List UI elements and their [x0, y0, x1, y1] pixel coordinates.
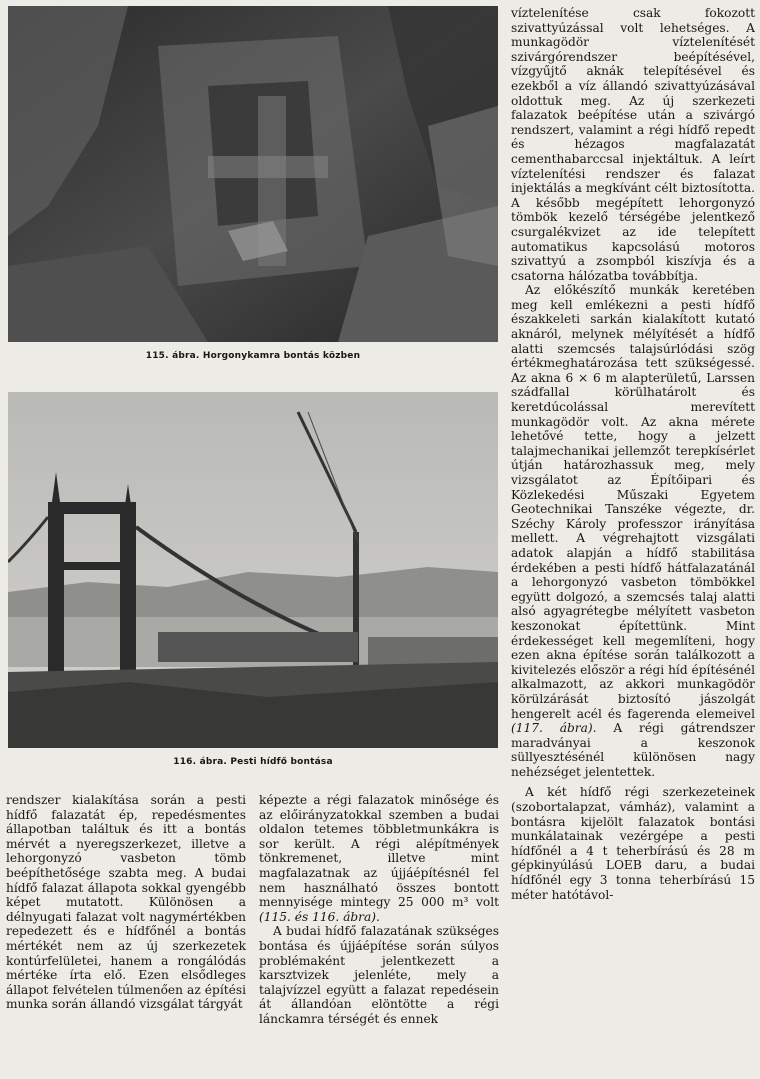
paragraph-text: .	[376, 909, 380, 924]
paragraph-text: képezte a régi falazatok minősége és az előirányzatokkal szemben a budai oldalon tetemes többletmunkákra is sor került. A régi alépítmények tönkremenet, illetve mint magfalazatnak az újjáépítésnél fel nem használható összes bontott mennyisége mintegy 25 000 m³ volt	[259, 793, 499, 910]
text-column-right	[511, 6, 755, 902]
paragraph: rendszer kialakítása során a pesti hídfő falazatát ép, repedésmentes állapotban találtuk és itt a bontás mérvét a nyeregszerkezet, illetve a lehorgonyzó vasbeton tömb beépíthetősége szabta meg. A budai hídfő falazat állapota sokkal gyengébb képet mutatott. Különösen a délnyugati falazat volt nagymértékben repedezett és e hídfőnél a bontás mértékét nem az új szerkezetek kontúrfelületei, hanem a rongálódás mértéke írta elő. Ezen elsődleges állapot felvételen túlmenően az építési munka során állandó vizsgálat tárgyát	[6, 793, 246, 1012]
figure-reference: (115. és 116. ábra)	[259, 909, 377, 924]
paragraph: víztelenítése csak fokozott szivattyúzással volt lehetséges. A munkagödör víztelenítését szivárgórendszer beépítésével, vízgyűjtő aknák telepítésével és ezekből a víz állandó szivattyúzásával oldottuk meg. Az új szerkezeti falazatok beépítése után a szivárgó rendszert, valamint a régi hídfő repedt és hézagos magfalazatát cementhabarccsal injektáltuk. A leírt víztelenítési rendszer és falazat injektálás a megkívánt célt biztosította. A később megépített lehorgonyzó tömbök kezelő térségébe jelentkező csurgalékvizet az ide telepített automatikus kapcsolású motoros szivattyú a zsompból kiszívja és a csatorna hálózatba továbbítja.	[511, 6, 755, 283]
paragraph: A két hídfő régi szerkezeteinek (szobortalapzat, vámház), valamint a bontásra kijelölt falazatok bontási munkálatainak vezérgépe a pesti hídfőnél a 4 t teherbírású és 28 m gépkinyúlású LOEB daru, a budai hídfőnél egy 3 tonna teherbírású 15 méter hatótávol-	[511, 785, 755, 902]
text-column-middle	[259, 793, 499, 1027]
paragraph-text: Az előkészítő munkák keretében meg kell emlékezni a pesti hídfő északkeleti sarkán kialakított kutató aknáról, melynek mélyítését a hídfő alatti szemcsés talajsúrlódási szög értékmeghatározása tett szükségessé. Az akna 6 × 6 m alapterületű, Larssen szádfallal körülhatárolt és keretdúcolással merevített munkagödör volt. Az akna mérete lehetővé tette, hogy a jelzett talajmechanikai jellemzőt terepkísérlet útján határozhassuk meg, mely vizsgálatot az Építőipari és Közlekedési Műszaki Egyetem Geotechnikai Tanszéke végezte, dr. Széchy Károly professzor irányítása mellett. A végrehajtott vizsgálati adatok alapján a hídfő stabilitása érdekében a pesti hídfő hátfalazatánál a lehorgonyzó vasbeton tömbökkel együtt dolgozó, a szemcsés talaj alatti alsó agyagrétegbe mélyített vasbeton keszonokat építettünk. Mint érdekességet kell megemlíteni, hogy ezen akna építése során találkozott a kivitelezés először a régi híd építésénél alkalmazott, az akkori munkagödör körülzárását biztosító jászolgát hengerelt acél és fagerenda elemeivel	[511, 283, 755, 721]
paragraph	[259, 793, 499, 924]
text-column-left	[6, 793, 246, 1012]
paragraph-text: . A régi gátrendszer maradványai a keszonok süllyesztésénél különösen nagy nehézséget jelentettek.	[511, 721, 755, 779]
figure-115-caption: 115. ábra. Horgonykamra bontás közben	[145, 351, 361, 361]
figure-116-photo	[8, 392, 498, 748]
anchor-chamber-photo	[8, 6, 498, 342]
figure-116-caption: 116. ábra. Pesti hídfő bontása	[173, 757, 333, 767]
figure-115-photo	[8, 6, 498, 342]
figure-reference: (117. ábra)	[511, 721, 593, 736]
bridgehead-photo	[8, 392, 498, 748]
paragraph: A budai hídfő falazatának szükséges bontása és újjáépítése során súlyos problémaként jelentkezett a karsztvizek jelenléte, mely a talajvízzel együtt a falazat repedésein át állandóan elöntötte a régi lánckamra térségét és ennek	[259, 924, 499, 1026]
paragraph	[511, 283, 755, 779]
